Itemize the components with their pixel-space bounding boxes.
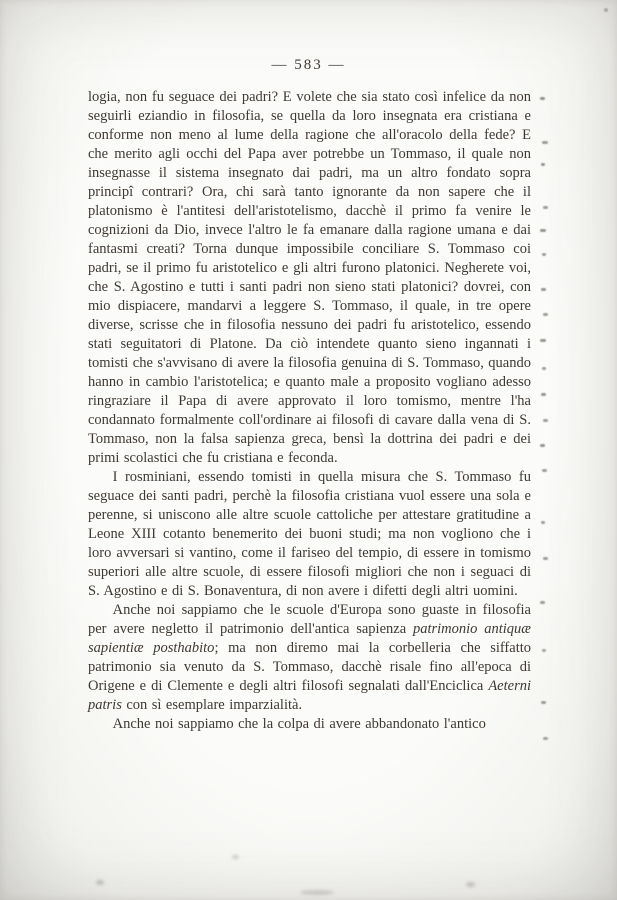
text-run: Anche noi sappiamo che la colpa di avere abbandonato l'antico bbox=[112, 716, 486, 732]
scan-smudge bbox=[96, 880, 104, 885]
scan-artifact bbox=[542, 367, 546, 370]
paragraph bbox=[88, 601, 531, 715]
text-run: Anche noi sappiamo che le scuole d'Europa sono guaste in filosofia per avere negletto il patrimonio dell'antica sapienza bbox=[88, 602, 531, 637]
scan-smudge bbox=[466, 882, 475, 887]
scan-artifact bbox=[542, 253, 546, 256]
page-text bbox=[88, 88, 531, 734]
text-run: con sì esemplare imparzialità. bbox=[121, 697, 303, 713]
scan-artifact bbox=[540, 97, 545, 100]
scan-artifact bbox=[540, 229, 546, 232]
scan-artifact bbox=[540, 339, 546, 342]
scan-smudge bbox=[232, 855, 239, 859]
scan-artifact bbox=[543, 557, 548, 560]
scan-artifact bbox=[542, 141, 548, 144]
paragraph bbox=[88, 88, 531, 468]
italic-run: Aeterni patris bbox=[88, 678, 531, 713]
scan-artifact bbox=[541, 163, 545, 166]
scan-artifact bbox=[541, 521, 545, 524]
scan-artifact bbox=[541, 288, 546, 291]
scan-artifact bbox=[540, 601, 545, 604]
scan-artifact bbox=[540, 444, 545, 447]
scan-artifact bbox=[541, 701, 546, 704]
scan-smudge bbox=[300, 890, 334, 895]
page-number: — 583 — bbox=[271, 57, 346, 73]
scan-artifact bbox=[543, 737, 548, 740]
text-run: logia, non fu seguace dei padri? E volete che sia stato così infelice da non seguirli eziandio in filosofia, se quella da loro insegnata era cristiana e conforme non meno al lume della ragione che all'oracolo della fede? E che merito agli occhi del Papa aver potrebbe un Tommaso, il quale non insegnasse il sistema insegnato dai padri, ma un altro fondato sopra principî contrari? Ora, chi sarà tanto ignorante da non sapere che il platonismo è l'antitesi dell'aristotelismo, dacchè il primo fa venire le cognizioni da Dio, invece l'altro le fa emanare dalla ragione umana e dai fantasmi creati? Torna dunque impossibile conciliare S. Tommaso coi padri, se il primo fu aristotelico e gli altri furono platonici. Negherete voi, che S. Agostino e tutti i santi padri non sieno stati platonici? dovrei, con mio dispiacere, mandarvi a leggere S. Tommaso, il quale, in tre opere diverse, scrisse che in filosofia nessuno dei padri fu aristotelico, essendo stati seguitatori di Platone. Da ciò intendete quanto sieno ingannati i tomisti che s'avvisano di avere la filosofia genuina di S. Tommaso, quando hanno in cambio l'aristotelica; e quanto male a proposito vogliano adesso ringraziare il Papa di avere approvato il loro tomismo, mentre l'ha condannato formalmente coll'ordinare ai filosofi di cavare dalla vena di S. Tommaso, non la falsa sapienza greca, bensì la dottrina dei padri e dei primi scolastici che fu cristiana e feconda. bbox=[88, 89, 531, 466]
paragraph bbox=[88, 468, 531, 601]
paragraph bbox=[88, 715, 531, 734]
scan-artifact bbox=[541, 393, 546, 396]
scan-artifact bbox=[543, 313, 548, 316]
scan-artifact bbox=[543, 206, 548, 209]
scan-artifact bbox=[542, 469, 547, 472]
italic-run: patrimonio antiquæ sapientiæ posthabito bbox=[88, 621, 531, 656]
scan-artifact bbox=[604, 8, 608, 12]
text-run: I rosminiani, essendo tomisti in quella misura che S. Tommaso fu seguace dei santi padri, perchè la filosofia cristiana vuol essere una sola e perenne, si uniscono alle altre scuole cattoliche per attestare gratitudine a Leone XIII cotanto benemerito dei buoni studi; ma non vogliono che i loro avversari si vantino, come il fariseo del tempio, di essere in tomismo superiori alle altre scuole, di essere filosofi migliori che non i seguaci di S. Agostino e di S. Bonaventura, di non avere i difetti degli altri uomini. bbox=[88, 469, 531, 599]
scan-artifact bbox=[542, 649, 546, 652]
text-run: ; ma non diremo mai la corbelleria che siffatto patrimonio sia venuto da S. Tommaso, dacchè risale fino all'epoca di Origene e di Clemente e degli altri filosofi segnalati dall'Enciclica bbox=[88, 640, 532, 694]
scan-artifact bbox=[543, 419, 548, 422]
